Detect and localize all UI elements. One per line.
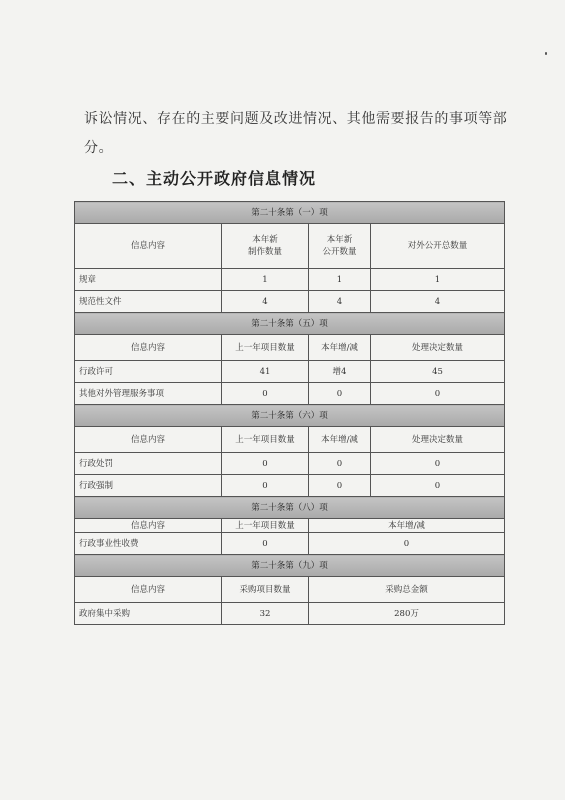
cell-value: 32 xyxy=(222,603,309,625)
table-row xyxy=(75,603,505,625)
cell-value: 280万 xyxy=(309,603,505,625)
cell-value: 0 xyxy=(309,533,505,555)
header-row xyxy=(75,577,505,603)
column-header: 上一年项目数量 xyxy=(222,335,309,361)
column-header: 采购项目数量 xyxy=(222,577,309,603)
section-row-article-9 xyxy=(75,555,505,577)
column-header: 对外公开总数量 xyxy=(371,224,505,269)
column-header xyxy=(222,224,309,269)
table-row xyxy=(75,475,505,497)
column-header: 处理决定数量 xyxy=(371,335,505,361)
column-header: 上一年项目数量 xyxy=(222,427,309,453)
column-header: 信息内容 xyxy=(75,519,222,533)
row-label: 行政事业性收费 xyxy=(75,533,222,555)
header-line: 本年新 制作数量 xyxy=(247,235,282,257)
header-line: 本年新 公开数量 xyxy=(322,235,357,257)
section-title: 第二十条第（一）项 xyxy=(75,202,505,224)
cell-value: 41 xyxy=(222,361,309,383)
table-row xyxy=(75,533,505,555)
cell-value: 0 xyxy=(371,383,505,405)
cell-value: 45 xyxy=(371,361,505,383)
section-title: 第二十条第（五）项 xyxy=(75,313,505,335)
row-label: 政府集中采购 xyxy=(75,603,222,625)
section-row-article-5 xyxy=(75,313,505,335)
cell-value: 1 xyxy=(222,269,309,291)
column-header: 信息内容 xyxy=(75,335,222,361)
column-header: 上一年项目数量 xyxy=(222,519,309,533)
cell-value: 0 xyxy=(309,383,371,405)
table-row xyxy=(75,291,505,313)
section-row-article-8 xyxy=(75,497,505,519)
cell-value: 4 xyxy=(222,291,309,313)
cell-value: 0 xyxy=(309,475,371,497)
cell-value: 增4 xyxy=(309,361,371,383)
cell-value: 4 xyxy=(371,291,505,313)
section-title: 第二十条第（八）项 xyxy=(75,497,505,519)
header-row xyxy=(75,224,505,269)
column-header: 本年增/减 xyxy=(309,519,505,533)
row-label: 行政强制 xyxy=(75,475,222,497)
section-title: 第二十条第（六）项 xyxy=(75,405,505,427)
column-header: 采购总金额 xyxy=(309,577,505,603)
table-row xyxy=(75,361,505,383)
section-row-article-6 xyxy=(75,405,505,427)
disclosure-table xyxy=(74,201,505,625)
row-label: 行政处罚 xyxy=(75,453,222,475)
header-row xyxy=(75,427,505,453)
column-header: 本年增/减 xyxy=(309,335,371,361)
row-label: 规范性文件 xyxy=(75,291,222,313)
cell-value: 0 xyxy=(222,533,309,555)
cell-value: 0 xyxy=(222,453,309,475)
cell-value: 1 xyxy=(371,269,505,291)
section-title: 第二十条第（九）项 xyxy=(75,555,505,577)
table-row xyxy=(75,453,505,475)
cell-value: 1 xyxy=(309,269,371,291)
section-heading: 二、主动公开政府信息情况 xyxy=(112,169,317,188)
header-row xyxy=(75,335,505,361)
row-label: 规章 xyxy=(75,269,222,291)
cell-value: 0 xyxy=(222,475,309,497)
section-row-article-1 xyxy=(75,202,505,224)
scan-speck xyxy=(545,52,547,55)
column-header: 处理决定数量 xyxy=(371,427,505,453)
row-label: 行政许可 xyxy=(75,361,222,383)
header-row xyxy=(75,519,505,533)
cell-value: 0 xyxy=(309,453,371,475)
column-header: 信息内容 xyxy=(75,577,222,603)
column-header: 本年增/减 xyxy=(309,427,371,453)
cell-value: 0 xyxy=(222,383,309,405)
cell-value: 0 xyxy=(371,453,505,475)
intro-paragraph: 诉讼情况、存在的主要问题及改进情况、其他需要报告的事项等部分。 xyxy=(84,111,508,156)
cell-value: 0 xyxy=(371,475,505,497)
column-header: 信息内容 xyxy=(75,224,222,269)
cell-value: 4 xyxy=(309,291,371,313)
row-label: 其他对外管理服务事项 xyxy=(75,383,222,405)
column-header xyxy=(309,224,371,269)
table-row xyxy=(75,383,505,405)
column-header: 信息内容 xyxy=(75,427,222,453)
table-row xyxy=(75,269,505,291)
